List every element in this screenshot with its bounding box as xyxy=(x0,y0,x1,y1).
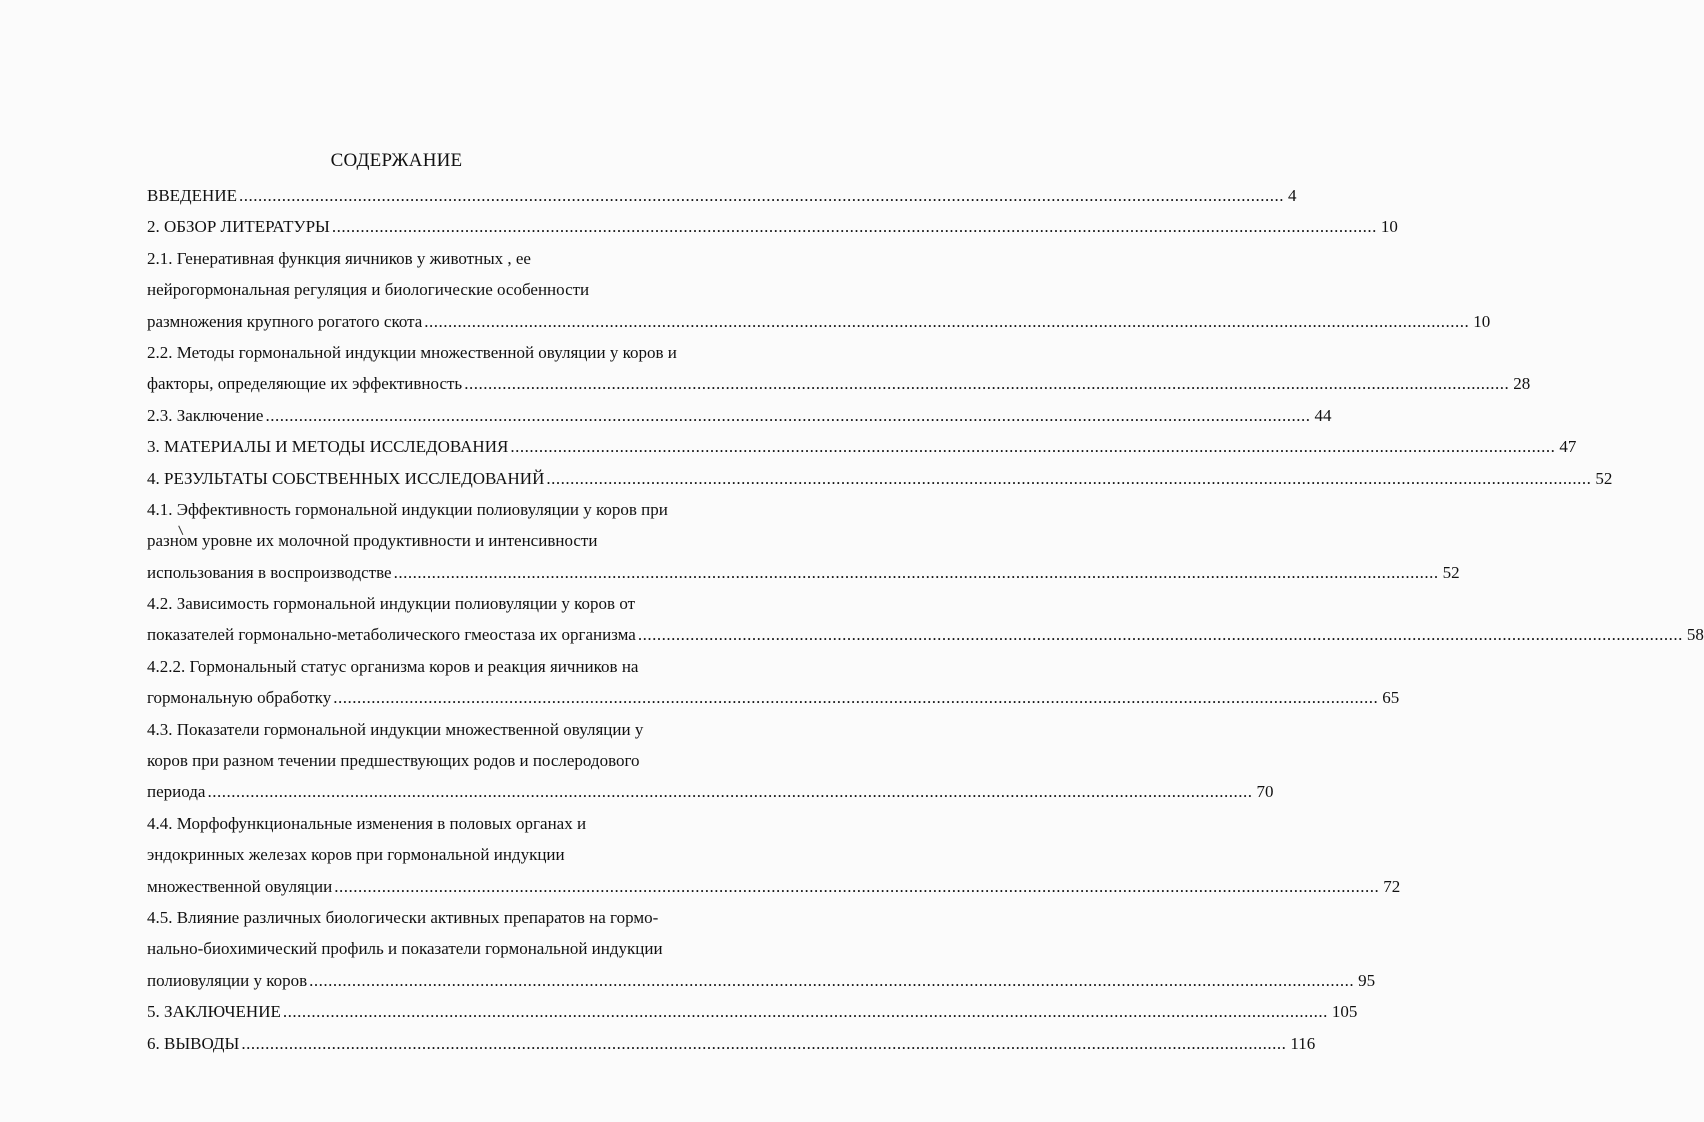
toc-entry xyxy=(147,651,1400,714)
dot-leader: ............................................................................................................................................................................................................................ xyxy=(333,688,1379,708)
toc-entry-title: 3. МАТЕРИАЛЫ И МЕТОДЫ ИССЛЕДОВАНИЯ xyxy=(147,437,509,457)
toc-page-number: 47 xyxy=(1559,437,1577,457)
toc-entry-final-line xyxy=(147,1028,1316,1059)
toc-entry-line: 2.1. Генеративная функция яичников у животных , ее xyxy=(147,248,531,268)
dot-leader: ............................................................................................................................................................................................................................ xyxy=(546,468,1592,488)
toc-page-number: 65 xyxy=(1382,688,1400,708)
toc-entry-title: 2. ОБЗОР ЛИТЕРАТУРЫ xyxy=(147,217,330,237)
toc-page-number: 58 xyxy=(1686,625,1704,645)
dot-leader: ............................................................................................................................................................................................................................ xyxy=(241,1033,1287,1053)
toc-page-number: 4 xyxy=(1287,186,1297,205)
toc-entry-final-line xyxy=(147,776,1274,807)
toc-entry-final-line xyxy=(147,682,1400,713)
dot-leader: ............................................................................................................................................................................................................................ xyxy=(464,374,1510,394)
toc-page-number: 44 xyxy=(1314,405,1332,425)
toc-entry-final-line xyxy=(147,431,1577,462)
dot-leader: ............................................................................................................................................................................................................................ xyxy=(207,782,1253,802)
toc-entry xyxy=(147,463,1613,494)
toc-entry xyxy=(147,400,1332,431)
toc-entry-line: эндокринных железах коров при гормональной индукции xyxy=(147,845,565,865)
toc-entry-title: 2.3. Заключение xyxy=(147,405,264,425)
toc-entry-final-line xyxy=(147,180,1297,211)
toc-entry-line: разном уровне их молочной продуктивности и интенсивности xyxy=(147,531,598,551)
dot-leader: ............................................................................................................................................................................................................................ xyxy=(282,1002,1328,1022)
toc-entry xyxy=(147,494,1460,588)
toc-entry-title: полиовуляции у коров xyxy=(147,970,308,990)
toc-entry xyxy=(147,431,1577,462)
toc-entry-title: 4. РЕЗУЛЬТАТЫ СОБСТВЕННЫХ ИССЛЕДОВАНИЙ xyxy=(147,468,545,488)
toc-entry-line: 4.4. Морфофункциональные изменения в половых органах и xyxy=(147,813,587,833)
toc-page-number: 116 xyxy=(1290,1033,1316,1053)
toc-entry xyxy=(147,243,1491,337)
toc-entry-final-line xyxy=(147,996,1358,1027)
toc-entry-line: нально-биохимический профиль и показатели гормональной индукции xyxy=(147,939,663,959)
toc-page-number: 10 xyxy=(1473,311,1491,331)
page-title: СОДЕРЖАНИЕ xyxy=(330,150,463,171)
toc-entry xyxy=(147,588,1704,651)
toc-entry xyxy=(147,337,1531,400)
toc-entry-final-line xyxy=(147,557,1460,588)
toc-entry xyxy=(147,996,1358,1027)
toc-entry-line: 4.2.2. Гормональный статус организма коров и реакция яичников на xyxy=(147,656,639,676)
toc-entry-final-line xyxy=(147,306,1491,337)
dot-leader: ............................................................................................................................................................................................................................ xyxy=(331,217,1377,237)
table-of-contents xyxy=(147,180,1704,1059)
toc-entry-title: факторы, определяющие их эффективность xyxy=(147,374,463,394)
toc-entry-final-line xyxy=(147,619,1704,650)
toc-page-number: 95 xyxy=(1358,970,1376,990)
dot-leader: ............................................................................................................................................................................................................................ xyxy=(510,437,1556,457)
toc-entry-line: нейрогормональная регуляция и биологические особенности xyxy=(147,280,590,300)
toc-entry-final-line xyxy=(147,368,1531,399)
toc-entry xyxy=(147,211,1398,242)
toc-entry-title: 6. ВЫВОДЫ xyxy=(147,1033,240,1053)
toc-entry-line: коров при разном течении предшествующих родов и послеродового xyxy=(147,751,640,771)
toc-entry-line: 4.3. Показатели гормональной индукции множественной овуляции у xyxy=(147,719,644,739)
dot-leader: ............................................................................................................................................................................................................................ xyxy=(309,970,1355,990)
toc-entry xyxy=(147,808,1401,902)
toc-entry xyxy=(147,180,1297,211)
toc-page-number: 28 xyxy=(1513,374,1531,394)
dot-leader: ............................................................................................................................................................................................................................ xyxy=(393,562,1439,582)
toc-page-number: 52 xyxy=(1595,468,1613,488)
toc-entry-line: 4.5. Влияние различных биологически активных препаратов на гормо- xyxy=(147,907,659,927)
toc-entry-final-line xyxy=(147,965,1376,996)
toc-entry xyxy=(147,902,1376,996)
toc-entry-line: 4.2. Зависимость гормональной индукции полиовуляции у коров от xyxy=(147,594,636,614)
toc-entry-title: использования в воспроизводстве xyxy=(147,562,392,582)
dot-leader: ............................................................................................................................................................................................................................ xyxy=(424,311,1470,331)
toc-entry-final-line xyxy=(147,211,1398,242)
dot-leader: ............................................................................................................................................................................................................................ xyxy=(334,876,1380,896)
toc-entry-title: множественной овуляции xyxy=(147,876,333,896)
toc-entry-title: периода xyxy=(147,782,206,802)
toc-entry-title: гормональную обработку xyxy=(147,688,332,708)
toc-entry-line: 4.1. Эффективность гормональной индукции полиовуляции у коров при xyxy=(147,499,668,519)
toc-entry-line: 2.2. Методы гормональной индукции множественной овуляции у коров и xyxy=(147,342,677,362)
toc-entry-title: показателей гормонально-метаболического гмеостаза их организма xyxy=(147,625,636,645)
toc-entry-final-line xyxy=(147,871,1401,902)
dot-leader: ............................................................................................................................................................................................................................ xyxy=(265,405,1311,425)
toc-page-number: 52 xyxy=(1442,562,1460,582)
dot-leader: ............................................................................................................................................................................................................................ xyxy=(637,625,1683,645)
toc-entry-title: 5. ЗАКЛЮЧЕНИЕ xyxy=(147,1002,281,1022)
toc-entry-title: ВВЕДЕНИЕ xyxy=(147,186,237,205)
toc-page-number: 72 xyxy=(1383,876,1401,896)
dot-leader: ............................................................................................................................................................................................................................ xyxy=(238,186,1284,205)
toc-page-number: 70 xyxy=(1256,782,1274,802)
toc-entry xyxy=(147,714,1274,808)
toc-entry xyxy=(147,1028,1316,1059)
toc-page-number: 10 xyxy=(1380,217,1398,237)
toc-entry-title: размножения крупного рогатого скота xyxy=(147,311,423,331)
toc-page-number: 105 xyxy=(1331,1002,1358,1022)
toc-entry-final-line xyxy=(147,463,1613,494)
toc-entry-final-line xyxy=(147,400,1332,431)
